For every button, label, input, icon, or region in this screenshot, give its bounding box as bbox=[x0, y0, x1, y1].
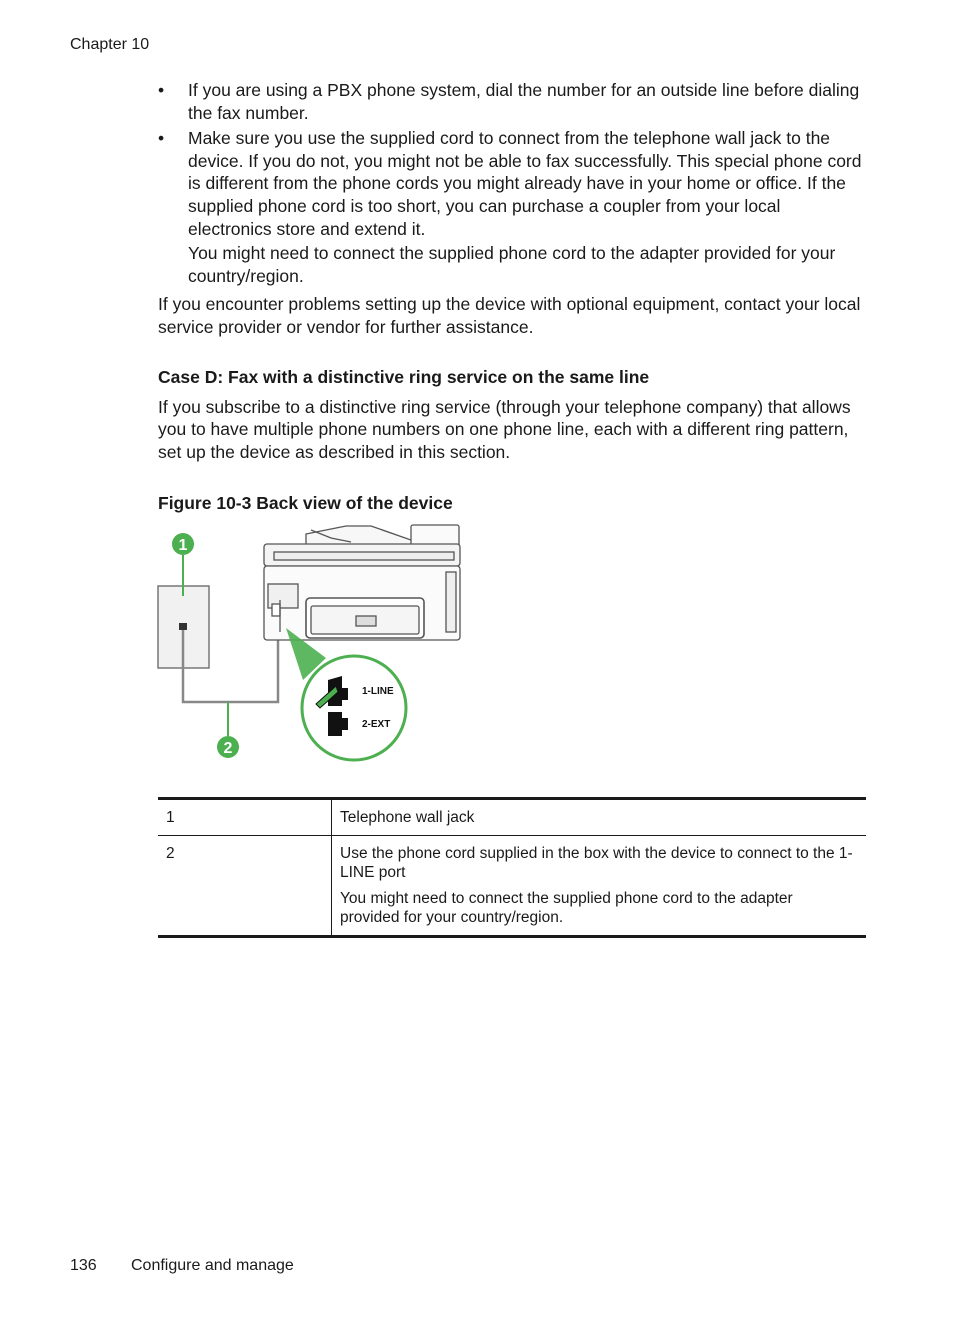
list-item-text: Make sure you use the supplied cord to connect from the telephone wall jack to the device. If you do not, you might not be able to fax successfully. This special phone cord is different from the phone cords you might already have in your home or office. If the supplied phone cord is too short, you can purchase a coupler from your local electronics store and extend it. bbox=[188, 128, 862, 239]
legend-number-cell: 2 bbox=[158, 835, 332, 936]
running-head: Chapter 10 bbox=[70, 36, 150, 53]
table-row bbox=[158, 799, 866, 836]
figure-legend-table bbox=[158, 797, 866, 938]
page-number: 136 bbox=[70, 1257, 97, 1274]
section-heading: Case D: Fax with a distinctive ring service on the same line bbox=[158, 366, 650, 387]
table-row bbox=[158, 835, 866, 936]
legend-description-cell bbox=[332, 799, 867, 836]
ext-port-label: 2-EXT bbox=[362, 719, 391, 730]
legend-description: Telephone wall jack bbox=[340, 809, 475, 826]
legend-description: You might need to connect the supplied phone cord to the adapter provided for your country/region. bbox=[340, 889, 793, 926]
callout-2-number: 2 bbox=[223, 740, 233, 757]
legend-description: Use the phone cord supplied in the box with the device to connect to the 1-LINE port bbox=[340, 844, 853, 881]
bullet-marker: • bbox=[158, 128, 165, 149]
callout-1-number: 1 bbox=[178, 537, 188, 554]
callout-1 bbox=[172, 533, 194, 555]
device-back-view-figure bbox=[156, 522, 466, 764]
device-illustration bbox=[264, 525, 460, 640]
page-footer bbox=[70, 1257, 294, 1275]
figure-caption: Figure 10-3 Back view of the device bbox=[158, 493, 453, 514]
bullet-marker: • bbox=[158, 80, 165, 100]
body-paragraph: If you encounter problems setting up the device with optional equipment, contact your local service provider or vendor for further assistance. bbox=[158, 294, 861, 337]
footer-section-title: Configure and manage bbox=[131, 1257, 294, 1274]
tips-list bbox=[158, 79, 868, 287]
port-zoom-callout bbox=[302, 656, 406, 760]
list-item-text: You might need to connect the supplied phone cord to the adapter provided for your country/region. bbox=[188, 243, 836, 286]
list-item-text: If you are using a PBX phone system, dial the number for an outside line before dialing the fax number. bbox=[188, 80, 860, 123]
list-item bbox=[158, 79, 868, 124]
line-port-label: 1-LINE bbox=[362, 686, 394, 697]
main-content bbox=[158, 79, 868, 514]
section-paragraph: If you subscribe to a distinctive ring service (through your telephone company) that allows you to have multiple phone numbers on one phone line, each with a different ring pattern, set up the device as described in this section. bbox=[158, 396, 851, 462]
list-item bbox=[158, 127, 868, 287]
legend-number-cell: 1 bbox=[158, 799, 332, 836]
callout-2 bbox=[217, 736, 239, 758]
legend-description-cell bbox=[332, 835, 867, 936]
